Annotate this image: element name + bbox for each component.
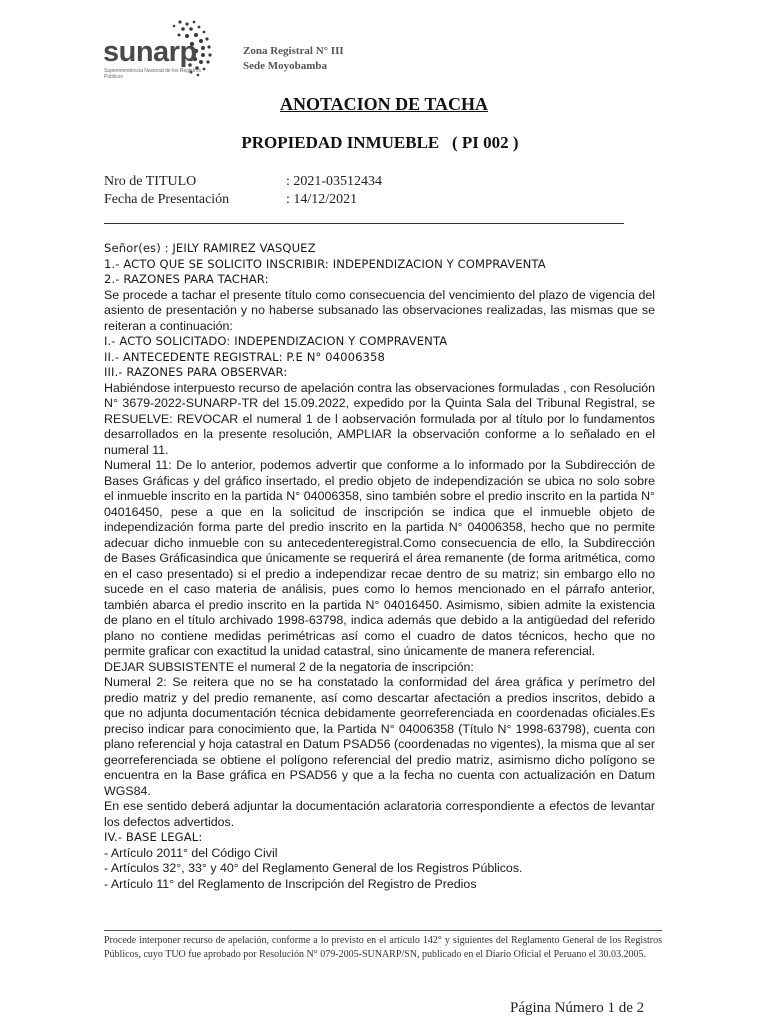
section-iii: III.- RAZONES PARA OBSERVAR: <box>104 365 288 379</box>
legal-item: - Artículo 2011° del Código Civil <box>104 845 278 860</box>
section-ii: II.- ANTECEDENTE REGISTRAL: P.E N° 04006358 <box>104 349 385 364</box>
sede: Sede Moyobamba <box>243 60 328 72</box>
titulo-value: : 2021-03512434 <box>286 174 383 189</box>
section-acto: 1.- ACTO QUE SE SOLICITO INSCRIBIR: INDEPENDIZACION Y COMPRAVENTA <box>104 256 546 271</box>
section-i: I.- ACTO SOLICITADO: INDEPENDIZACION Y COMPRAVENTA <box>104 334 448 348</box>
paragraph-dejar: DEJAR SUBSISTENTE el numeral 2 de la negatoria de inscripción: <box>104 659 474 674</box>
fecha-row <box>104 191 382 209</box>
recipient: Señor(es) : JEILY RAMIREZ VASQUEZ <box>104 241 316 255</box>
section-iv: IV.- BASE LEGAL: <box>104 830 203 844</box>
footnote: Procede interponer recurso de apelación, conforme a lo previsto en el artículo 142° y siguientes del Reglamento General de los Registros Públicos, cuyo TUO fue aprobado por Resolución N° 079-2005-SUNARP/SN, publicado en el Diario Oficial el Peruano el 30.03.2005. <box>104 935 662 960</box>
paragraph-apelacion: Habiéndose interpuesto recurso de apelación contra las observaciones formuladas , con Resolución N° 3679-2022-SUNARP-TR del 15.09.2022, expedido por la Quinta Sala del Tribunal Registral, se RESUELVE: REVOCAR el numeral 1 de l aobservación formulada por al título por lo fundamentos desarrollados en la presente resolución, AMPLIAR la observación conforme a lo señalado en el numeral 11. <box>104 380 655 457</box>
title-metadata <box>104 173 382 209</box>
legal-item: - Artículo 11° del Reglamento de Inscripción del Registro de Predios <box>104 876 477 891</box>
document-body <box>104 241 655 892</box>
paragraph-sentido: En ese sentido deberá adjuntar la documentación aclaratoria correspondiente a efectos de levantar los defectos advertidos. <box>104 799 655 829</box>
fecha-value: : 14/12/2021 <box>286 192 358 207</box>
paragraph-numeral-11: Numeral 11: De lo anterior, podemos advertir que conforme a lo informado por la Subdirección de Bases Gráficas y del gráfico insertado, el predio objeto de independización se ubica no solo sobre el inmueble inscrito en la partida N° 04006358, sino también sobre el predio inscrito en la partida N° 04016450, pese a que en la solicitud de inscripción se indica que el inmueble objeto de independización forma parte del predio inscrito en la partida N° 04006358, hecho que no permite adecuar dicho inmueble con su antecedenteregistral.Como consecuencia de ello, la Subdirección de Bases Gráficasindica que únicamente se requerirá el área remanente (de forma aritmética, como en el caso presentado) si el predio a independizar recae dentro de su matriz; sin embargo ello no sucede en el caso materia de análisis, pues como lo hemos mencionado en el párrafo anterior, también abarca el predio inscrito en la partida N° 04016450. Asimismo, sibien admite la existencia de plano en el título archivado 1998-63798, indica además que debido a la antigüedad del referido plano no contiene medidas perimétricas así como el cuadro de datos técnicos, hecho que no permite graficar con exactitud la unidad catastral, sino únicamente de manera referencial. <box>104 458 655 658</box>
divider <box>104 223 624 224</box>
zona-registral: Zona Registral N° III <box>243 45 344 57</box>
titulo-label: Nro de TITULO <box>104 174 197 189</box>
legal-item: - Artículos 32°, 33° y 40° del Reglamento General de los Registros Públicos. <box>104 861 523 875</box>
registry-zone <box>243 44 344 74</box>
footer-divider <box>104 930 662 931</box>
titulo-row <box>104 173 382 191</box>
paragraph-numeral-2: Numeral 2: Se reitera que no se ha constatado la conformidad del área gráfica y perímetro del predio matriz y del predio remanente, así como descartar afectación a predios inscritos, debido a que no adjunta documentación técnica debidamente georreferenciada en coordenadas oficiales.Es preciso indicar para conocimiento que, la Partida N° 04006358 (Título N° 1998-63798), cuenta con plano referencial y hoja catastral en Datum PSAD56 (coordenadas no vigentes), la misma que al ser georreferenciada se obtiene el polígono referencial del predio matriz, asimismo dicho polígono se encuentra en la Base gráfica en PSAD56 y que a la fecha no cuenta con actualización en Datum WGS84. <box>104 675 655 798</box>
brand-subtitle: Superintendencia Nacional de los Registros Públicos <box>104 68 202 80</box>
document-subtitle: PROPIEDAD INMUEBLE ( PI 002 ) <box>241 133 519 152</box>
section-razones: 2.- RAZONES PARA TACHAR: <box>104 272 269 286</box>
brand-wordmark: sunarp <box>103 36 197 68</box>
paragraph-tacha: Se procede a tachar el presente título como consecuencia del vencimiento del plazo de vigencia del asiento de presentación y no haberse subsanado las observaciones realizadas, las mismas que se reiteran a continuación: <box>104 287 655 333</box>
page-number: Página Número 1 de 2 <box>510 1000 645 1016</box>
fecha-label: Fecha de Presentación <box>104 192 230 207</box>
document-title: ANOTACION DE TACHA <box>279 94 489 114</box>
document-title-wrap <box>0 94 768 115</box>
